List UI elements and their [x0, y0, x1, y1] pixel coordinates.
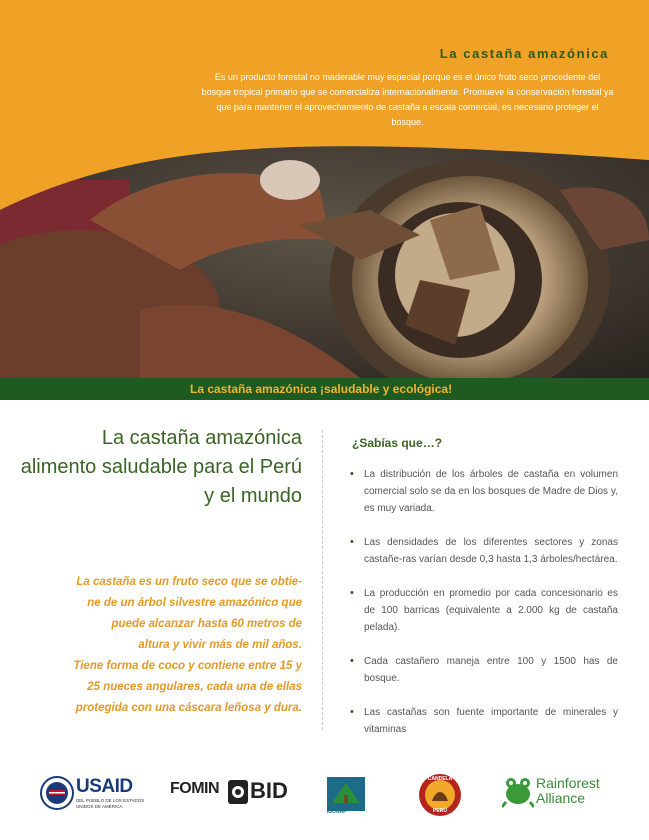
column-divider — [322, 430, 323, 730]
brazil-nut-photo — [0, 130, 649, 378]
candela-logo — [418, 773, 462, 817]
left-title-line: y el mundo — [204, 485, 302, 507]
candela-bottom-text: PERÚ — [433, 808, 447, 814]
frog-icon — [502, 774, 534, 808]
usaid-seal-icon — [40, 776, 74, 810]
bid-wordmark: BID — [250, 778, 288, 803]
ibonap-wordmark: IBONAP — [327, 809, 347, 815]
usaid-sub-line: UNIDOS DE AMÉRICA — [76, 804, 123, 809]
rainforest-alliance-logo — [502, 772, 612, 812]
rainforest-line: Alliance — [536, 790, 586, 806]
sabias-que-title: ¿Sabías que…? — [352, 436, 443, 450]
desc-line: 25 nueces angulares, cada una de ellas — [87, 681, 302, 693]
left-title-line: La castaña amazónica — [101, 427, 302, 449]
desc-line: Tiene forma de coco y contiene entre 15 y — [73, 660, 302, 672]
left-title-line: alimento saludable para el Perú — [20, 456, 302, 478]
fact-item: • La producción en promedio por cada concesionario es de 100 barricas (equivalente a 2.000 kg de castaña pelada). — [348, 585, 618, 636]
rainforest-wordmark — [536, 776, 600, 806]
banner — [0, 378, 649, 400]
bid-emblem-icon — [228, 780, 248, 804]
desc-line: protegida con una cáscara leñosa y dura. — [75, 702, 302, 714]
desc-line: ne de un árbol silvestre amazónico que — [87, 597, 302, 609]
desc-line: La castaña es un fruto seco que se obtie- — [76, 576, 302, 588]
fact-item: • Las castañas son fuente importante de minerales y vitaminas — [348, 704, 618, 738]
fact-item: • La distribución de los árboles de castaña en volumen comercial solo se da en los bosques de Madre de Dios y, es muy variada. — [348, 466, 618, 517]
bid-logo — [228, 778, 298, 806]
usaid-logo — [40, 774, 145, 814]
desc-line: altura y vivir más de mil años. — [138, 639, 302, 651]
fomin-logo — [170, 780, 219, 798]
facts-list — [348, 466, 618, 755]
candela-top-text: CANDELA — [427, 776, 453, 782]
fact-item: • Cada castañero maneja entre 100 y 1500 has de bosque. — [348, 653, 618, 687]
desc-line: puede alcanzar hasta 60 metros de — [111, 618, 302, 630]
header-intro-text: Es un producto forestal no maderable muy especial porque es el único fruto seco procedente del bosque tropical primario que se comercializa internacionalmente. Promueve la conservación forestal ya que para mantener el aprovechamiento de castaña a escala comercial, es necesario proteger el bosque. — [201, 72, 614, 127]
fact-item: • Las densidades de los diferentes sectores y zonas castañe-ras varían desde 0,3 hasta 1,3 árboles/hectárea. — [348, 534, 618, 568]
header-title: La castaña amazónica — [439, 46, 609, 61]
fomin-wordmark: FOMIN — [170, 780, 220, 797]
usaid-wordmark: USAID — [76, 776, 133, 797]
usaid-sub-line: DEL PUEBLO DE LOS ESTADOS — [76, 798, 145, 803]
ibonap-emblem-icon — [327, 777, 365, 811]
left-title — [2, 424, 302, 511]
banner-text: La castaña amazónica ¡saludable y ecológica! — [190, 382, 453, 396]
ibonap-logo — [327, 777, 367, 817]
left-description — [32, 572, 302, 719]
usaid-subtitle — [76, 798, 146, 810]
rainforest-line: Rainforest — [536, 775, 600, 791]
